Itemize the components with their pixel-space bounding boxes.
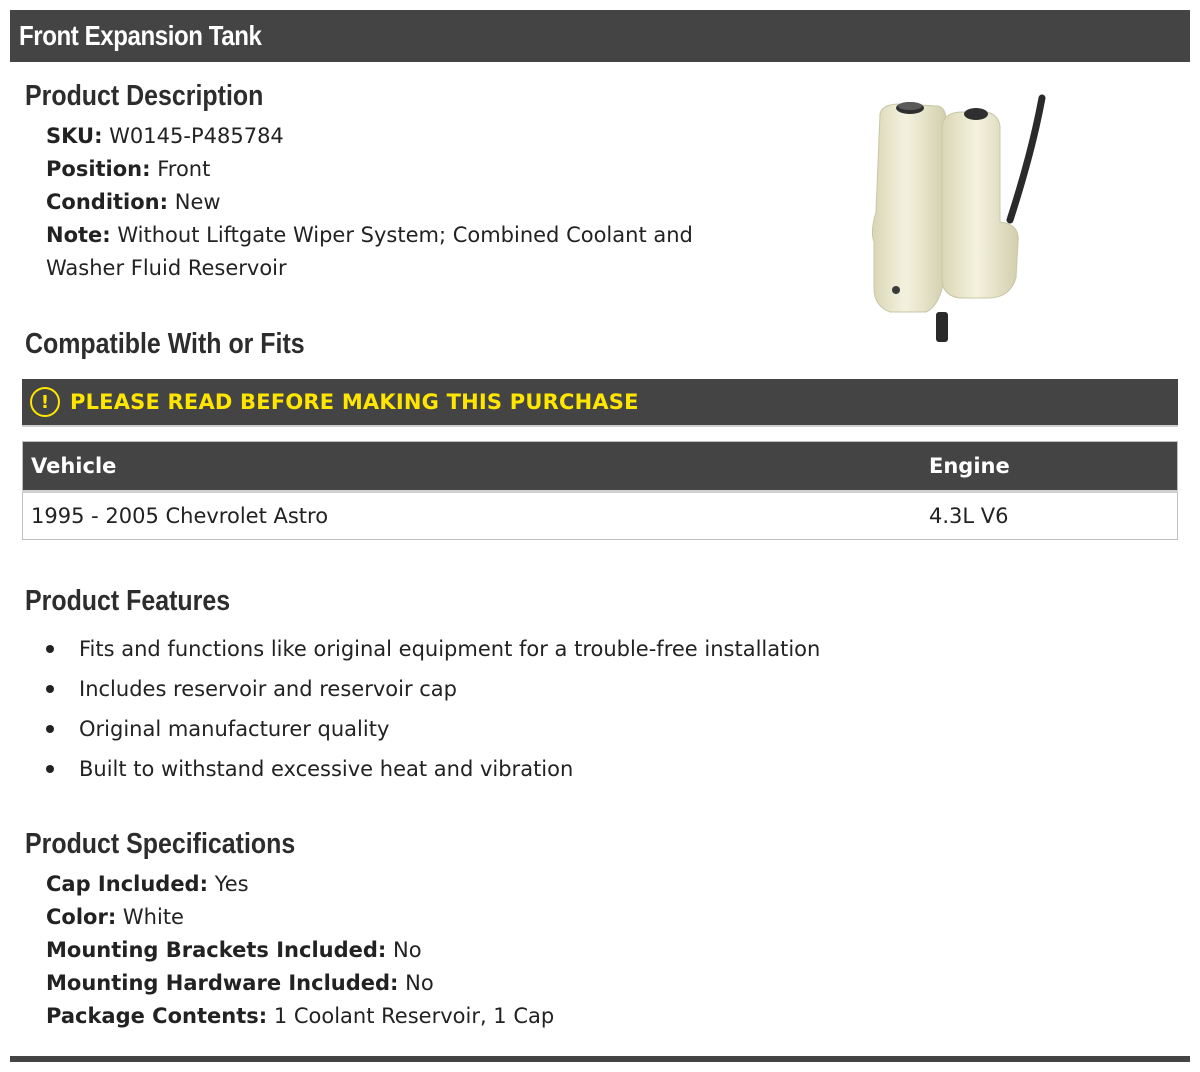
condition-value: New [174, 190, 221, 214]
spec-value: White [122, 905, 184, 929]
spec-row-package [46, 1000, 554, 1033]
compatibility-heading: Compatible With or Fits [25, 328, 305, 360]
feature-text: Fits and functions like original equipment for a trouble-free installation [79, 637, 821, 661]
purchase-warning-bar[interactable] [22, 379, 1178, 427]
vehicle-cell: 1995 - 2005 Chevrolet Astro [31, 504, 329, 528]
spec-value: Yes [214, 872, 249, 896]
bullet-icon [46, 685, 54, 693]
product-features-heading: Product Features [25, 585, 231, 617]
spec-label: Color: [46, 905, 117, 929]
spec-row-color [46, 901, 184, 934]
spec-row-hardware [46, 967, 434, 1000]
page-title: Front Expansion Tank [19, 20, 262, 51]
product-image [860, 92, 1060, 347]
spec-value: No [392, 938, 422, 962]
feature-text: Includes reservoir and reservoir cap [79, 677, 457, 701]
feature-text: Built to withstand excessive heat and vibration [79, 757, 574, 781]
product-description [46, 120, 706, 285]
bottom-divider [10, 1056, 1190, 1062]
spec-label: Cap Included: [46, 872, 208, 896]
product-specifications-heading: Product Specifications [25, 828, 296, 860]
purchase-warning-text: PLEASE READ BEFORE MAKING THIS PURCHASE [70, 390, 639, 414]
column-header-vehicle: Vehicle [23, 442, 922, 492]
fitment-table [22, 441, 1178, 540]
description-row-sku [46, 120, 706, 153]
sku-label: SKU: [46, 124, 103, 148]
spec-label: Package Contents: [46, 1004, 268, 1028]
feature-text: Original manufacturer quality [79, 717, 390, 741]
spec-row-cap [46, 868, 249, 901]
list-item [46, 629, 820, 669]
product-description-heading: Product Description [25, 80, 264, 112]
exclamation-circle-icon: ! [30, 387, 60, 417]
bullet-icon [46, 725, 54, 733]
spec-row-brackets [46, 934, 422, 967]
list-item [46, 669, 820, 709]
position-label: Position: [46, 157, 151, 181]
spec-label: Mounting Hardware Included: [46, 971, 399, 995]
spec-label: Mounting Brackets Included: [46, 938, 387, 962]
note-value: Without Liftgate Wiper System; Combined Coolant and Washer Fluid Reservoir [46, 223, 693, 280]
description-row-note [46, 219, 706, 285]
features-list [46, 629, 820, 789]
description-row-condition [46, 186, 706, 219]
table-row [23, 492, 1178, 540]
column-header-engine: Engine [921, 442, 1178, 492]
bullet-icon [46, 765, 54, 773]
table-header-row [23, 442, 1178, 492]
position-value: Front [157, 157, 211, 181]
list-item [46, 709, 820, 749]
description-row-position [46, 153, 706, 186]
condition-label: Condition: [46, 190, 169, 214]
spec-value: No [405, 971, 434, 995]
engine-cell: 4.3L V6 [929, 504, 1009, 528]
note-label: Note: [46, 223, 111, 247]
spec-value: 1 Coolant Reservoir, 1 Cap [273, 1004, 555, 1028]
sku-value: W0145-P485784 [109, 124, 284, 148]
bullet-icon [46, 645, 54, 653]
title-bar [10, 10, 1190, 62]
list-item [46, 749, 820, 789]
